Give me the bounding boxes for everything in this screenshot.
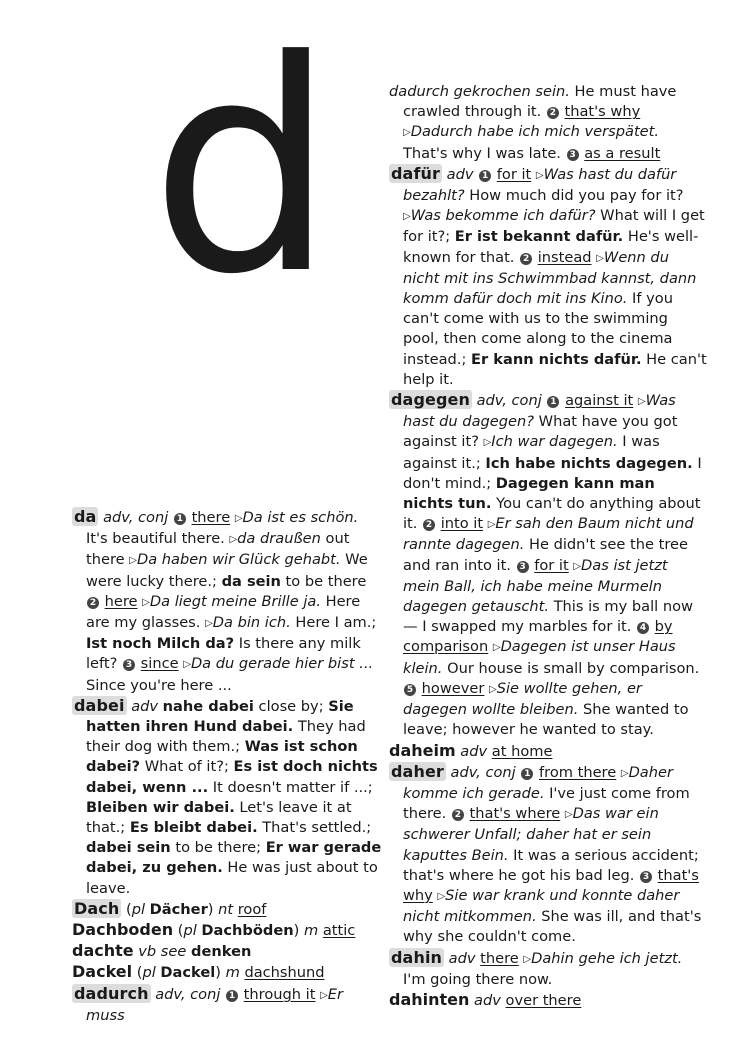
entry-daheim [389, 741, 707, 762]
text: They had their dog with them.; [86, 718, 366, 756]
headword: dahin [391, 947, 443, 967]
text: It was a serious accident; that's where he got his bad leg. [403, 846, 699, 884]
sense-number: 2 [520, 253, 532, 265]
phrase: Sie hatten ihren Hund dabei. [86, 697, 354, 736]
entry-dachboden [72, 920, 382, 941]
text: Since you're here ... [86, 676, 232, 694]
phrase: dabei sein [86, 839, 171, 857]
sense-number: 1 [226, 990, 238, 1002]
entry-dahin [389, 948, 707, 990]
text: If you can't come with us to the swimming pool, then come along to the cinema instead.; [403, 290, 673, 368]
grammar-or-example: Das ist jetzt mein Ball, ich habe meine Murmeln dagegen getauscht. [403, 556, 668, 616]
text: What of it?; [140, 758, 234, 776]
translation: by comparison [403, 618, 673, 656]
translation: at home [491, 742, 553, 760]
text: She was ill, and that's why she couldn't come. [403, 908, 702, 946]
text: What have you got against it? [403, 413, 678, 451]
headword: dachte [72, 941, 134, 961]
grammar-or-example: adv [446, 165, 474, 183]
sense-number: 4 [637, 622, 649, 634]
translation: however [421, 679, 485, 697]
translation: that's where [469, 805, 561, 823]
example-marker-icon: ▷ [573, 560, 582, 572]
text: That's settled.; [257, 819, 372, 837]
example-marker-icon: ▷ [564, 809, 573, 821]
text: He must have crawled through it. [403, 83, 677, 121]
headword: dahinten [389, 989, 470, 1009]
right-column [389, 82, 707, 1011]
text: How much did you pay for it? [464, 187, 684, 205]
grammar-or-example: Er muss [86, 985, 344, 1024]
translation: roof [237, 900, 267, 918]
sense-number: 3 [517, 561, 529, 573]
entry-dagegen [389, 390, 707, 740]
translation: since [140, 655, 179, 673]
entry-da [72, 507, 382, 696]
left-column [72, 507, 382, 1026]
text [473, 166, 478, 183]
text [542, 392, 547, 409]
grammar-or-example: Dagegen ist unser Haus klein. [403, 638, 676, 677]
phrase: Ich habe nichts dagegen. [485, 454, 693, 472]
grammar-or-example: adv [460, 742, 488, 760]
example-marker-icon: ▷ [483, 437, 492, 449]
text: We were lucky there.; [86, 551, 368, 590]
text: Our house is small by comparison. [442, 659, 700, 677]
translation: here [104, 592, 138, 610]
grammar-or-example: adv [448, 949, 476, 967]
grammar-or-example: pl [131, 900, 146, 918]
sense-number: 2 [547, 107, 559, 119]
entry-dackel [72, 962, 382, 983]
text: ( [121, 900, 132, 918]
text: Let's leave it at that.; [86, 798, 352, 837]
phrase: Er war gerade dabei, zu gehen. [86, 839, 382, 877]
text: That's why I was late. [403, 144, 566, 162]
phrase: Es ist doch nichts dabei, wenn ... [86, 758, 378, 796]
text: He's well-known for that. [403, 228, 699, 266]
headword: Dachboden [72, 920, 174, 940]
phrase: Er kann nichts dafür. [471, 350, 642, 368]
entry-dachte [72, 941, 382, 962]
headword: daher [391, 761, 444, 781]
grammar-or-example: Er sah den Baum nicht und rannte dagegen. [403, 515, 694, 554]
example-marker-icon: ▷ [489, 683, 497, 695]
text: This is my ball now — I swapped my marbles for it. [403, 598, 693, 636]
grammar-or-example: Was hast du dagegen? [403, 392, 676, 431]
translation: through it [243, 985, 316, 1003]
headword: dabei [74, 695, 125, 715]
grammar-or-example: adv, conj [450, 763, 516, 781]
sense-number: 2 [87, 597, 99, 609]
sense-number: 2 [423, 519, 435, 531]
translation: dachshund [244, 964, 325, 982]
sense-number: 3 [123, 659, 135, 671]
translation: against it [565, 392, 634, 410]
sense-number: 2 [452, 809, 464, 821]
text: ) [293, 922, 304, 940]
example-marker-icon: ▷ [234, 513, 243, 524]
text: ( [173, 922, 184, 940]
example-marker-icon: ▷ [596, 252, 604, 264]
grammar-or-example: Was bekomme ich dafür? [410, 207, 596, 225]
example-marker-icon: ▷ [535, 169, 544, 181]
example-marker-icon: ▷ [229, 534, 238, 546]
text [516, 764, 521, 781]
entry-dadurch [72, 984, 382, 1026]
phrase: denken [191, 943, 252, 961]
grammar-or-example: Wenn du nicht mit ins Schwimmbad kannst, dann komm dafür doch mit ins Kino. [403, 248, 697, 308]
translation: attic [322, 922, 356, 940]
section-letter: d [150, 0, 330, 338]
phrase: Er ist bekannt dafür. [454, 228, 624, 246]
text: Is there any milk left? [86, 635, 361, 673]
translation: that's why [564, 103, 641, 121]
text: He didn't see the tree and ran into it. [403, 536, 688, 574]
text: It doesn't matter if ...; [208, 778, 373, 796]
headword: daheim [389, 740, 456, 760]
phrase: Was ist schon dabei? [86, 738, 358, 776]
translation: for it [534, 556, 569, 574]
grammar-or-example: da draußen [237, 530, 321, 548]
example-marker-icon: ▷ [205, 618, 213, 630]
translation: instead [537, 248, 592, 266]
entry-dadurch-cont [389, 82, 707, 164]
sense-number: 1 [547, 396, 559, 408]
text: She wanted to leave; however he wanted to stay. [403, 701, 689, 739]
headword: dafür [391, 163, 440, 183]
phrase: Dachböden [201, 922, 294, 940]
translation: over there [505, 991, 582, 1009]
text: Here are my glasses. [86, 592, 361, 632]
example-marker-icon: ▷ [129, 555, 137, 567]
text [220, 986, 225, 1003]
sense-number: 3 [640, 871, 652, 883]
grammar-or-example: Was hast du dafür bezahlt? [403, 165, 677, 205]
phrase: Es bleibt dabei. [129, 819, 258, 837]
translation: from there [539, 763, 617, 781]
translation: for it [496, 165, 532, 183]
sense-number: 3 [567, 149, 579, 161]
text [168, 509, 173, 526]
example-marker-icon: ▷ [492, 642, 501, 654]
text: You can't do anything about it. [403, 495, 701, 533]
headword: Dackel [72, 962, 133, 982]
text: out there [86, 530, 350, 569]
example-marker-icon: ▷ [403, 211, 411, 223]
grammar-or-example: nt [218, 900, 234, 918]
text: to be there; [170, 839, 266, 857]
text: ) [215, 964, 226, 982]
example-marker-icon: ▷ [637, 396, 646, 408]
grammar-or-example: dadurch gekrochen sein. [389, 83, 570, 100]
text: He can't help it. [403, 350, 707, 388]
grammar-or-example: Da liegt meine Brille ja. [149, 592, 321, 610]
grammar-or-example: adv [131, 697, 159, 715]
entry-dafuer [389, 164, 707, 390]
sense-number: 5 [404, 684, 416, 696]
translation: into it [440, 515, 484, 533]
text: ) [207, 900, 219, 918]
text: close by; [253, 697, 329, 715]
phrase: Ist noch Milch da? [86, 635, 235, 653]
example-marker-icon: ▷ [320, 989, 328, 1001]
phrase: Bleiben wir dabei. [86, 798, 235, 816]
grammar-or-example: adv, conj [155, 985, 221, 1003]
grammar-or-example: Da bin ich. [212, 614, 291, 632]
text: It's beautiful there. [86, 530, 230, 548]
text: I'm going there now. [403, 970, 553, 988]
example-marker-icon: ▷ [403, 127, 411, 139]
translation: there [191, 509, 231, 526]
example-marker-icon: ▷ [487, 519, 496, 531]
grammar-or-example: Da ist es schön. [242, 509, 359, 526]
grammar-or-example: m [303, 922, 319, 940]
entry-dach [72, 899, 382, 920]
text: He was just about to leave. [86, 859, 378, 897]
grammar-or-example: Dadurch habe ich mich verspätet. [410, 123, 660, 141]
sense-number: 1 [521, 768, 533, 780]
translation: that's why [403, 866, 699, 904]
translation: there [480, 949, 519, 967]
headword: dagegen [391, 390, 470, 410]
grammar-or-example: adv, conj [476, 392, 542, 410]
grammar-or-example: Ich war dagegen. [491, 433, 618, 451]
grammar-or-example: pl [183, 922, 197, 940]
sense-number: 1 [479, 170, 491, 182]
sense-number: 1 [174, 513, 186, 525]
example-marker-icon: ▷ [620, 767, 629, 779]
grammar-or-example: Daher komme ich gerade. [403, 763, 673, 802]
example-marker-icon: ▷ [523, 953, 532, 965]
grammar-or-example: vb see [138, 943, 187, 961]
grammar-or-example: Da du gerade hier bist ... [190, 655, 374, 673]
phrase: da sein [221, 572, 281, 590]
text: I don't mind.; [403, 454, 702, 492]
phrase: Dackel [160, 964, 216, 982]
grammar-or-example: Dahin gehe ich jetzt. [531, 949, 683, 967]
grammar-or-example: adv [474, 991, 501, 1009]
example-marker-icon: ▷ [183, 659, 191, 671]
grammar-or-example: adv, conj [103, 509, 169, 526]
headword: da [74, 507, 97, 526]
text: Here I am.; [290, 614, 377, 632]
grammar-or-example: m [225, 964, 240, 982]
text: to be there [280, 572, 367, 590]
example-marker-icon: ▷ [142, 596, 150, 608]
grammar-or-example: Sie war krank und konnte daher nicht mitkommen. [403, 886, 680, 926]
headword: Dach [74, 898, 120, 918]
text: I was against it.; [403, 433, 660, 472]
phrase: Dächer [149, 900, 208, 918]
text: ( [132, 964, 143, 982]
grammar-or-example: Da haben wir Glück gehabt. [136, 551, 341, 569]
example-marker-icon: ▷ [437, 890, 446, 902]
entry-daher [389, 762, 707, 948]
entry-dabei [72, 696, 382, 899]
phrase: Dagegen kann man nichts tun. [403, 474, 655, 513]
entry-dahinten [389, 990, 707, 1011]
grammar-or-example: Das war ein schwerer Unfall; daher hat er sein kaputtes Bein. [403, 805, 659, 864]
text: I've just come from there. [403, 784, 690, 823]
grammar-or-example: Sie wollte gehen, er dagegen wollte bleiben. [403, 679, 642, 719]
phrase: nahe dabei [162, 697, 254, 715]
translation: as a result [584, 144, 661, 162]
text: What will I get for it?; [403, 207, 705, 246]
headword: dadurch [74, 983, 149, 1003]
grammar-or-example: pl [142, 964, 156, 982]
